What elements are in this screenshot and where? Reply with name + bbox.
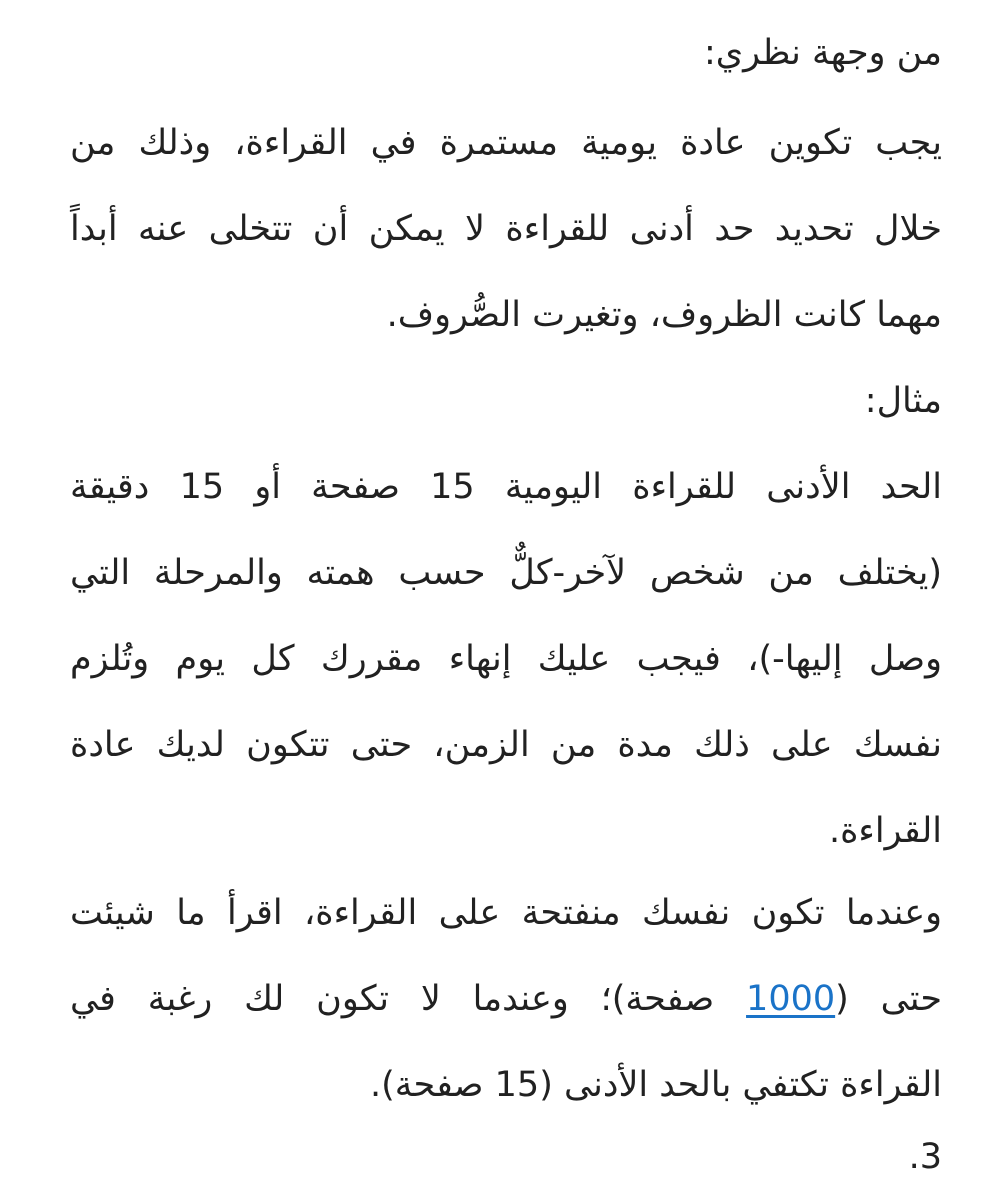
paragraph-line: نفسك على ذلك مدة من الزمن، حتى تتكون لديك عادة bbox=[70, 725, 942, 765]
paragraph-line: الحد الأدنى للقراءة اليومية 15 صفحة أو 15 دقيقة bbox=[70, 467, 942, 507]
line-text: حتى ( bbox=[835, 979, 942, 1019]
list-item-number: 3. bbox=[908, 1137, 942, 1177]
paragraph-line: يجب تكوين عادة يومية مستمرة في القراءة، وذلك من bbox=[70, 123, 942, 163]
paragraph-line: القراءة تكتفي بالحد الأدنى (15 صفحة). bbox=[369, 1065, 942, 1105]
section-heading: من وجهة نظري: bbox=[703, 33, 942, 73]
line-text: صفحة)؛ وعندما لا تكون لك رغبة في bbox=[70, 979, 747, 1019]
paragraph-line: وعندما تكون نفسك منفتحة على القراءة، اقرأ ما شيئت bbox=[70, 893, 942, 933]
paragraph-line: القراءة. bbox=[828, 811, 942, 851]
paragraph-line: مهما كانت الظروف، وتغيرت الصُّروف. bbox=[386, 295, 942, 335]
paragraph-line: (يختلف من شخص لآخر-كلٌّ حسب همته والمرحلة التي bbox=[70, 553, 942, 593]
paragraph-line: خلال تحديد حد أدنى للقراءة لا يمكن أن تتخلى عنه أبداً bbox=[70, 209, 942, 249]
paragraph-line-with-link bbox=[70, 954, 942, 1044]
example-label: مثال: bbox=[864, 381, 942, 421]
page-count-link[interactable]: 1000 bbox=[746, 979, 836, 1019]
paragraph-line: وصل إليها-)، فيجب عليك إنهاء مقررك كل يوم وتُلزم bbox=[70, 639, 942, 679]
